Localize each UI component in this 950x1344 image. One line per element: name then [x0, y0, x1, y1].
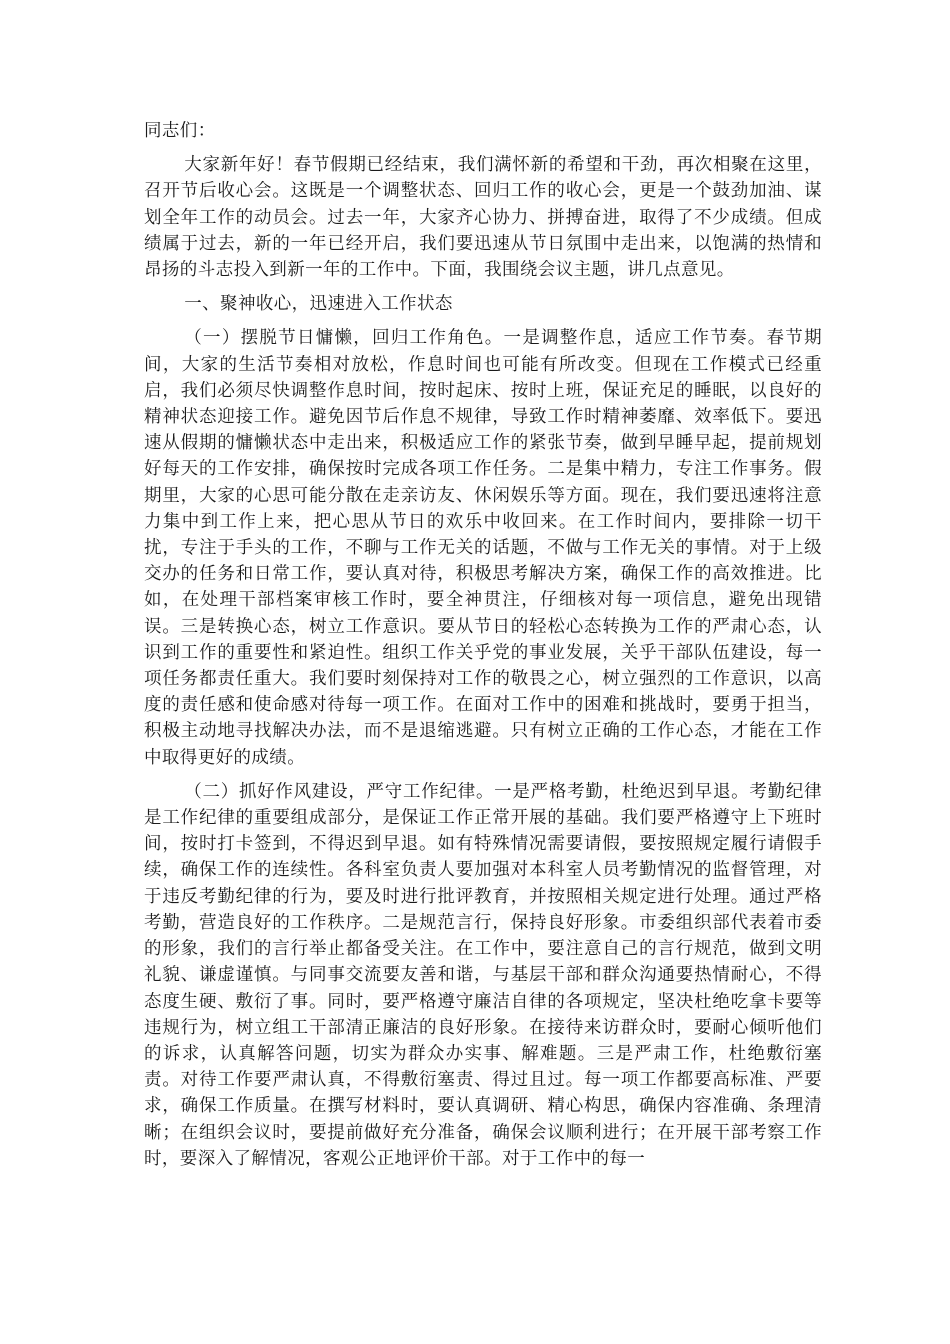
document-page: [144, 118, 822, 1180]
salutation: 同志们：: [144, 121, 216, 141]
body-paragraph: （二）抓好作风建设，严守工作纪律。一是严格考勤，杜绝迟到早退。考勤纪律是工作纪律的重要组成部分，是保证工作正常开展的基础。我们要严格遵守上下班时间，按时打卡签到，不得迟到早退。如有特殊情况需要请假，要按照规定履行请假手续，确保工作的连续性。各科室负责人要加强对本科室人员考勤情况的监督管理，对于违反考勤纪律的行为，要及时进行批评教育，并按照相关规定进行处理。通过严格考勤，营造良好的工作秩序。二是规范言行，保持良好形象。市委组织部代表着市委的形象，我们的言行举止都备受关注。在工作中，要注意自己的言行规范，做到文明礼貌、谦虚谨慎。与同事交流要友善和谐，与基层干部和群众沟通要热情耐心，不得态度生硬、敷衍了事。同时，要严格遵守廉洁自律的各项规定，坚决杜绝吃拿卡要等违规行为，树立组工干部清正廉洁的良好形象。在接待来访群众时，要耐心倾听他们的诉求，认真解答问题，切实为群众办实事、解难题。三是严肃工作，杜绝敷衍塞责。对待工作要严肃认真，不得敷衍塞责、得过且过。每一项工作都要高标准、严要求，确保工作质量。在撰写材料时，要认真调研、精心构思，确保内容准确、条理清晰；在组织会议时，要提前做好充分准备，确保会议顺利进行；在开展干部考察工作时，要深入了解情况，客观公正地评价干部。对于工作中的每一: [144, 781, 822, 1169]
body-paragraph: （一）摆脱节日慵懒，回归工作角色。一是调整作息，适应工作节奏。春节期间，大家的生活节奏相对放松，作息时间也可能有所改变。但现在工作模式已经重启，我们必须尽快调整作息时间，按时起床、按时上班，保证充足的睡眠，以良好的精神状态迎接工作。避免因节后作息不规律，导致工作时精神萎靡、效率低下。要迅速从假期的慵懒状态中走出来，积极适应工作的紧张节奏，做到早睡早起，提前规划好每天的工作安排，确保按时完成各项工作任务。二是集中精力，专注工作事务。假期里，大家的心思可能分散在走亲访友、休闲娱乐等方面。现在，我们要迅速将注意力集中到工作上来，把心思从节日的欢乐中收回来。在工作时间内，要排除一切干扰，专注于手头的工作，不聊与工作无关的话题，不做与工作无关的事情。对于上级交办的任务和日常工作，要认真对待，积极思考解决方案，确保工作的高效推进。比如，在处理干部档案审核工作时，要全神贯注，仔细核对每一项信息，避免出现错误。三是转换心态，树立工作意识。要从节日的轻松心态转换为工作的严肃心态，认识到工作的重要性和紧迫性。组织工作关乎党的事业发展，关乎干部队伍建设，每一项任务都责任重大。我们要时刻保持对工作的敬畏之心，树立强烈的工作意识，以高度的责任感和使命感对待每一项工作。在面对工作中的困难和挑战时，要勇于担当，积极主动地寻找解决办法，而不是退缩逃避。只有树立正确的工作心态，才能在工作中取得更好的成绩。: [144, 328, 822, 768]
section-heading: 一、聚神收心，迅速进入工作状态: [184, 294, 453, 315]
intro-paragraph: 大家新年好！春节假期已经结束，我们满怀新的希望和干劲，再次相聚在这里，召开节后收心会。这既是一个调整状态、回归工作的收心会，更是一个鼓劲加油、谋划全年工作的动员会。过去一年，大家齐心协力、拼搏奋进，取得了不少成绩。但成绩属于过去，新的一年已经开启，我们要迅速从节日氛围中走出来，以饱满的热情和昂扬的斗志投入到新一年的工作中。下面，我围绕会议主题，讲几点意见。: [144, 155, 822, 281]
